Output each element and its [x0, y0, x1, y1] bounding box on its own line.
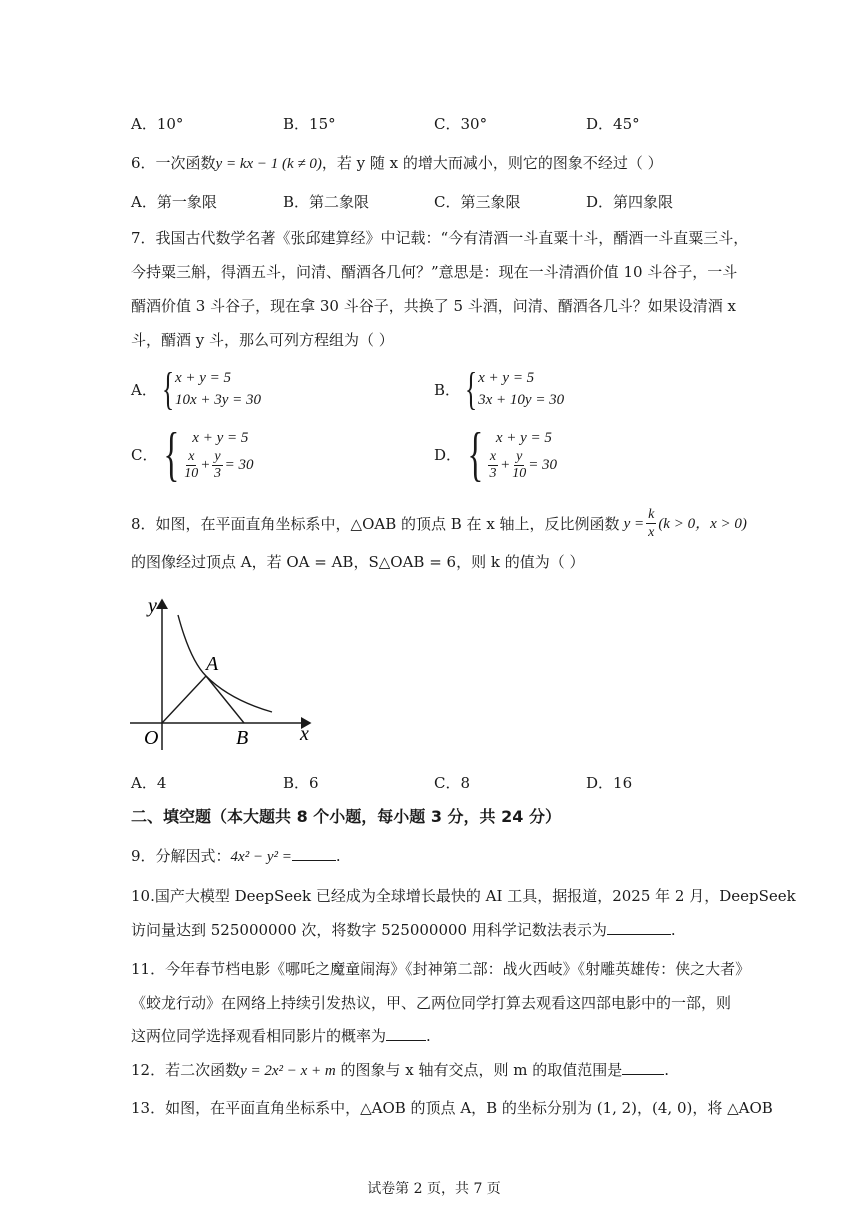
- q6-option-d: D．第四象限: [586, 193, 674, 211]
- section-2-heading: 二、填空题（本大题共 8 个小题，每小题 3 分，共 24 分）: [131, 807, 561, 826]
- frac-num: x: [188, 448, 195, 464]
- q12: [131, 1060, 669, 1081]
- q5-option-c: C．30°: [434, 115, 488, 133]
- answer-blank[interactable]: [607, 920, 671, 935]
- q9-expr: 4x² − y² =: [230, 849, 292, 865]
- label-b: B: [236, 727, 249, 749]
- answer-blank[interactable]: [622, 1060, 664, 1075]
- q7-c-rhs: = 30: [224, 456, 254, 473]
- q12-end: .: [664, 1061, 670, 1079]
- q5-option-a: A．10°: [131, 115, 184, 133]
- answer-blank[interactable]: [292, 846, 336, 861]
- q7-option-a-label: A．: [131, 380, 157, 399]
- q7-option-b: [434, 363, 565, 414]
- q10-line-2: [131, 920, 676, 940]
- q12-post: 的图象与 x 轴有交点，则 m 的取值范围是: [335, 1061, 623, 1079]
- label-o: O: [144, 727, 159, 749]
- q10-line-2-text: 访问量达到 525000000 次，将数字 525000000 用科学记数法表示为: [131, 921, 607, 939]
- q7-option-d-label: D．: [434, 445, 462, 464]
- frac-den: 3: [489, 465, 497, 481]
- frac-den: 10: [512, 465, 527, 481]
- q11-line-2: 《蛟龙行动》在网络上持续引发热议，甲、乙两位同学打算去观看这四部电影中的一部，则: [131, 994, 732, 1012]
- q6-stem-pre: 6．一次函数: [131, 154, 216, 172]
- q7-option-a: [131, 363, 261, 414]
- q6-stem: [131, 153, 663, 174]
- q6-option-c: C．第三象限: [434, 193, 521, 211]
- q7-b-eq1: x + y = 5: [478, 370, 535, 386]
- q8-option-d: D．16: [586, 774, 633, 792]
- q6-option-a: A．第一象限: [131, 193, 217, 211]
- q7-a-eq1: x + y = 5: [174, 370, 231, 386]
- brace-icon: {: [161, 363, 174, 414]
- q7-d-eq2: $\frac{x}{3}$ + $\frac{y}{10}$ = 30: [489, 448, 558, 481]
- q8-option-c: C．8: [434, 774, 471, 792]
- frac-den: 10: [184, 465, 199, 481]
- q8-func-cond: (k > 0，x > 0): [658, 515, 747, 532]
- q12-pre: 12．若二次函数: [131, 1061, 241, 1079]
- q5-option-b: B．15°: [283, 115, 336, 133]
- q9-pre: 9．分解因式：: [131, 847, 231, 865]
- q7-option-c-label: C．: [131, 445, 158, 464]
- label-a: A: [206, 653, 219, 675]
- segment-oa: [162, 676, 206, 723]
- answer-blank[interactable]: [386, 1026, 426, 1041]
- q13-line-1: 13．如图，在平面直角坐标系中，△AOB 的顶点 A，B 的坐标分别为 (1, 2)，(4, 0)，将 △AOB: [131, 1099, 773, 1117]
- page-footer: 试卷第 2 页，共 7 页: [367, 1181, 501, 1197]
- frac-num: y: [516, 448, 523, 464]
- q7-line-4: 斗，醑酒 y 斗，那么可列方程组为（ ）: [131, 331, 394, 349]
- q7-c-eq1: x + y = 5: [192, 429, 249, 446]
- frac-den: x: [648, 525, 655, 540]
- label-x: x: [300, 723, 309, 745]
- q9-post: .: [335, 847, 341, 865]
- q11-line-3: [131, 1026, 431, 1046]
- q6-formula: y = kx − 1 (k ≠ 0): [215, 156, 322, 172]
- q7-option-b-label: B．: [434, 380, 461, 399]
- hyperbola-curve: [178, 615, 272, 712]
- brace-icon: {: [467, 421, 484, 487]
- q8-figure: [120, 590, 320, 755]
- q5-option-d: D．45°: [586, 115, 640, 133]
- q6-stem-post: ，若 y 随 x 的增大而减小，则它的图象不经过（ ）: [321, 154, 663, 172]
- frac-num: y: [214, 448, 221, 464]
- q8-option-a: A．4: [131, 774, 167, 792]
- q7-option-c: [131, 421, 254, 487]
- q9: [131, 846, 341, 867]
- brace-icon: {: [465, 363, 478, 414]
- q8-line-2: 的图像经过顶点 A，若 OA = AB，S△OAB = 6，则 k 的值为（ ）: [131, 553, 585, 571]
- q7-d-rhs: = 30: [528, 456, 558, 473]
- q7-c-eq2: $\frac{x}{10}$ + $\frac{y}{3}$ = 30: [184, 448, 254, 481]
- q8-func-y: y =: [623, 515, 645, 532]
- q7-line-2: 今持粟三斛，得酒五斗，问清、醑酒各几何？”意思是：现在一斗清酒价值 10 斗谷子，一斗: [131, 263, 738, 281]
- q7-a-eq2: 10x + 3y = 30: [174, 392, 261, 408]
- frac-num: k: [648, 507, 655, 522]
- q7-line-3: 醑酒价值 3 斗谷子，现在拿 30 斗谷子，共换了 5 斗酒，问清、醑酒各几斗？如果设清酒 x: [131, 297, 737, 315]
- q12-expr: y = 2x² − x + m: [240, 1063, 336, 1079]
- brace-icon: {: [163, 421, 180, 487]
- q7-option-d: [434, 421, 558, 487]
- q10-line-1: 10.国产大模型 DeepSeek 已经成为全球增长最快的 AI 工具，据报道，2025 年 2 月，DeepSeek: [131, 887, 796, 905]
- q6-option-b: B．第二象限: [283, 193, 370, 211]
- label-y: y: [148, 595, 157, 617]
- q7-b-eq2: 3x + 10y = 30: [478, 392, 565, 408]
- q11-line-3-text: 这两位同学选择观看相同影片的概率为: [131, 1027, 387, 1045]
- q11-line-1: 11．今年春节档电影《哪吒之魔童闹海》《封神第二部：战火西岐》《射雕英雄传：侠之大者》: [131, 960, 751, 978]
- q8-line-1: [131, 506, 747, 541]
- q7-line-1: 7．我国古代数学名著《张邱建算经》中记载：“今有清酒一斗直粟十斗，醑酒一斗直粟三斗，: [131, 229, 749, 247]
- q7-d-eq1: x + y = 5: [495, 429, 552, 446]
- frac-den: 3: [214, 465, 222, 481]
- q10-post: .: [670, 921, 676, 939]
- q8-line-1-pre: 8．如图，在平面直角坐标系中，△OAB 的顶点 B 在 x 轴上，反比例函数: [131, 514, 620, 533]
- q11-post: .: [426, 1027, 431, 1045]
- frac-num: x: [489, 448, 497, 464]
- q8-option-b: B．6: [283, 774, 319, 792]
